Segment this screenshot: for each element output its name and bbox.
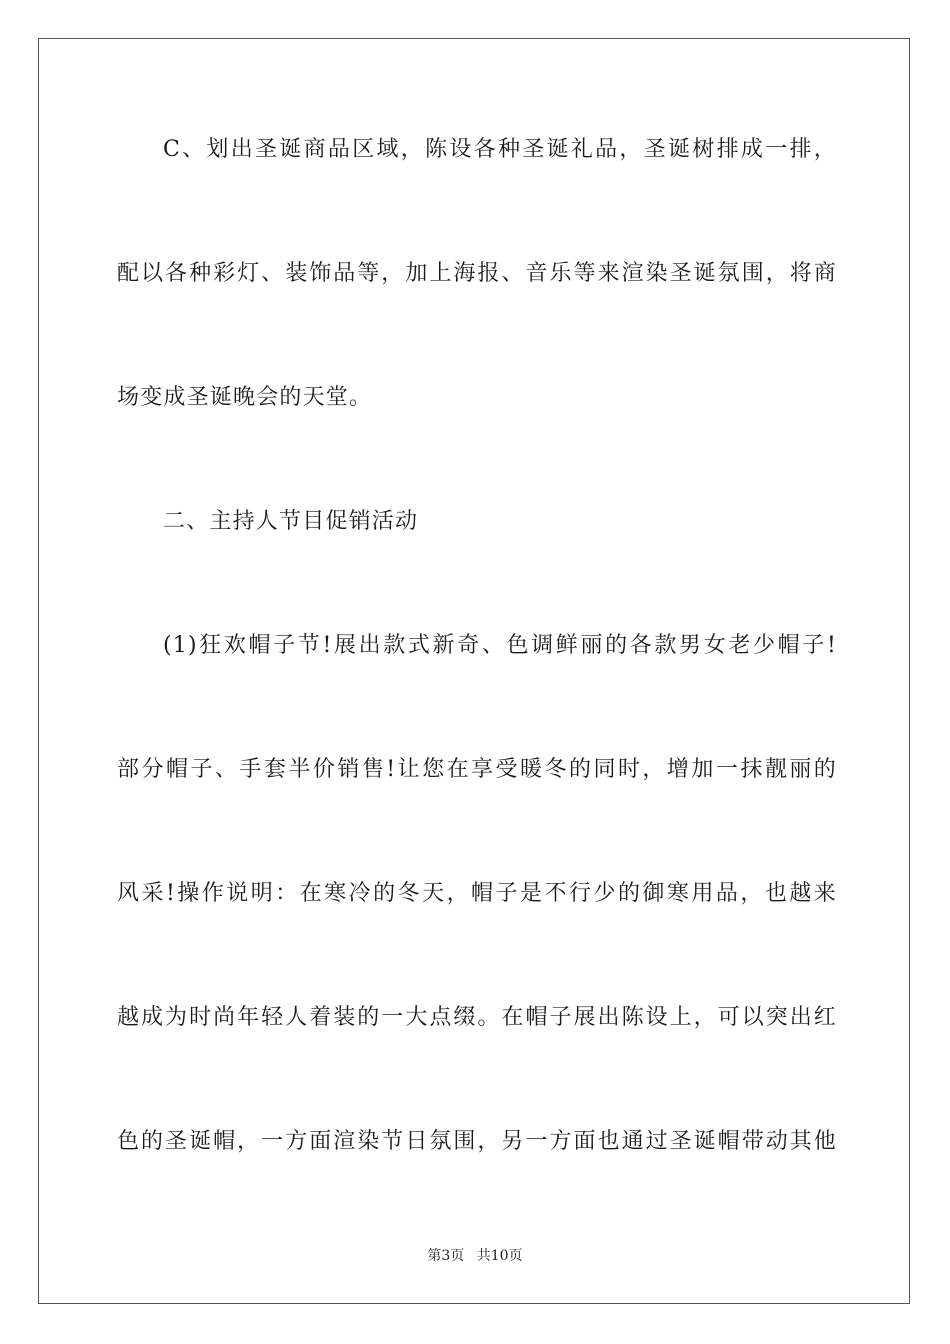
- page-border: [38, 38, 910, 1304]
- paragraph-line-6: 部分帽子、手套半价销售!让您在享受暖冬的同时，增加一抹靓丽的: [117, 757, 837, 782]
- paragraph-line-7: 风采!操作说明：在寒冷的冬天，帽子是不行少的御寒用品，也越来: [117, 881, 837, 906]
- page-number: 第3页: [427, 1248, 465, 1264]
- paragraph-line-5: (1)狂欢帽子节!展出款式新奇、色调鲜丽的各款男女老少帽子!: [163, 633, 837, 658]
- page-footer: [0, 1246, 950, 1266]
- paragraph-line-1: C、划出圣诞商品区域，陈设各种圣诞礼品，圣诞树排成一排，: [163, 137, 837, 162]
- paragraph-line-2: 配以各种彩灯、装饰品等，加上海报、音乐等来渲染圣诞氛围，将商: [117, 261, 837, 286]
- total-pages: 共10页: [476, 1248, 523, 1264]
- section-heading: 二、主持人节目促销活动: [163, 509, 419, 534]
- paragraph-line-3: 场变成圣诞晚会的天堂。: [117, 385, 373, 410]
- paragraph-line-9: 色的圣诞帽，一方面渲染节日氛围，另一方面也通过圣诞帽带动其他: [117, 1129, 837, 1154]
- paragraph-line-8: 越成为时尚年轻人着装的一大点缀。在帽子展出陈设上，可以突出红: [117, 1005, 837, 1030]
